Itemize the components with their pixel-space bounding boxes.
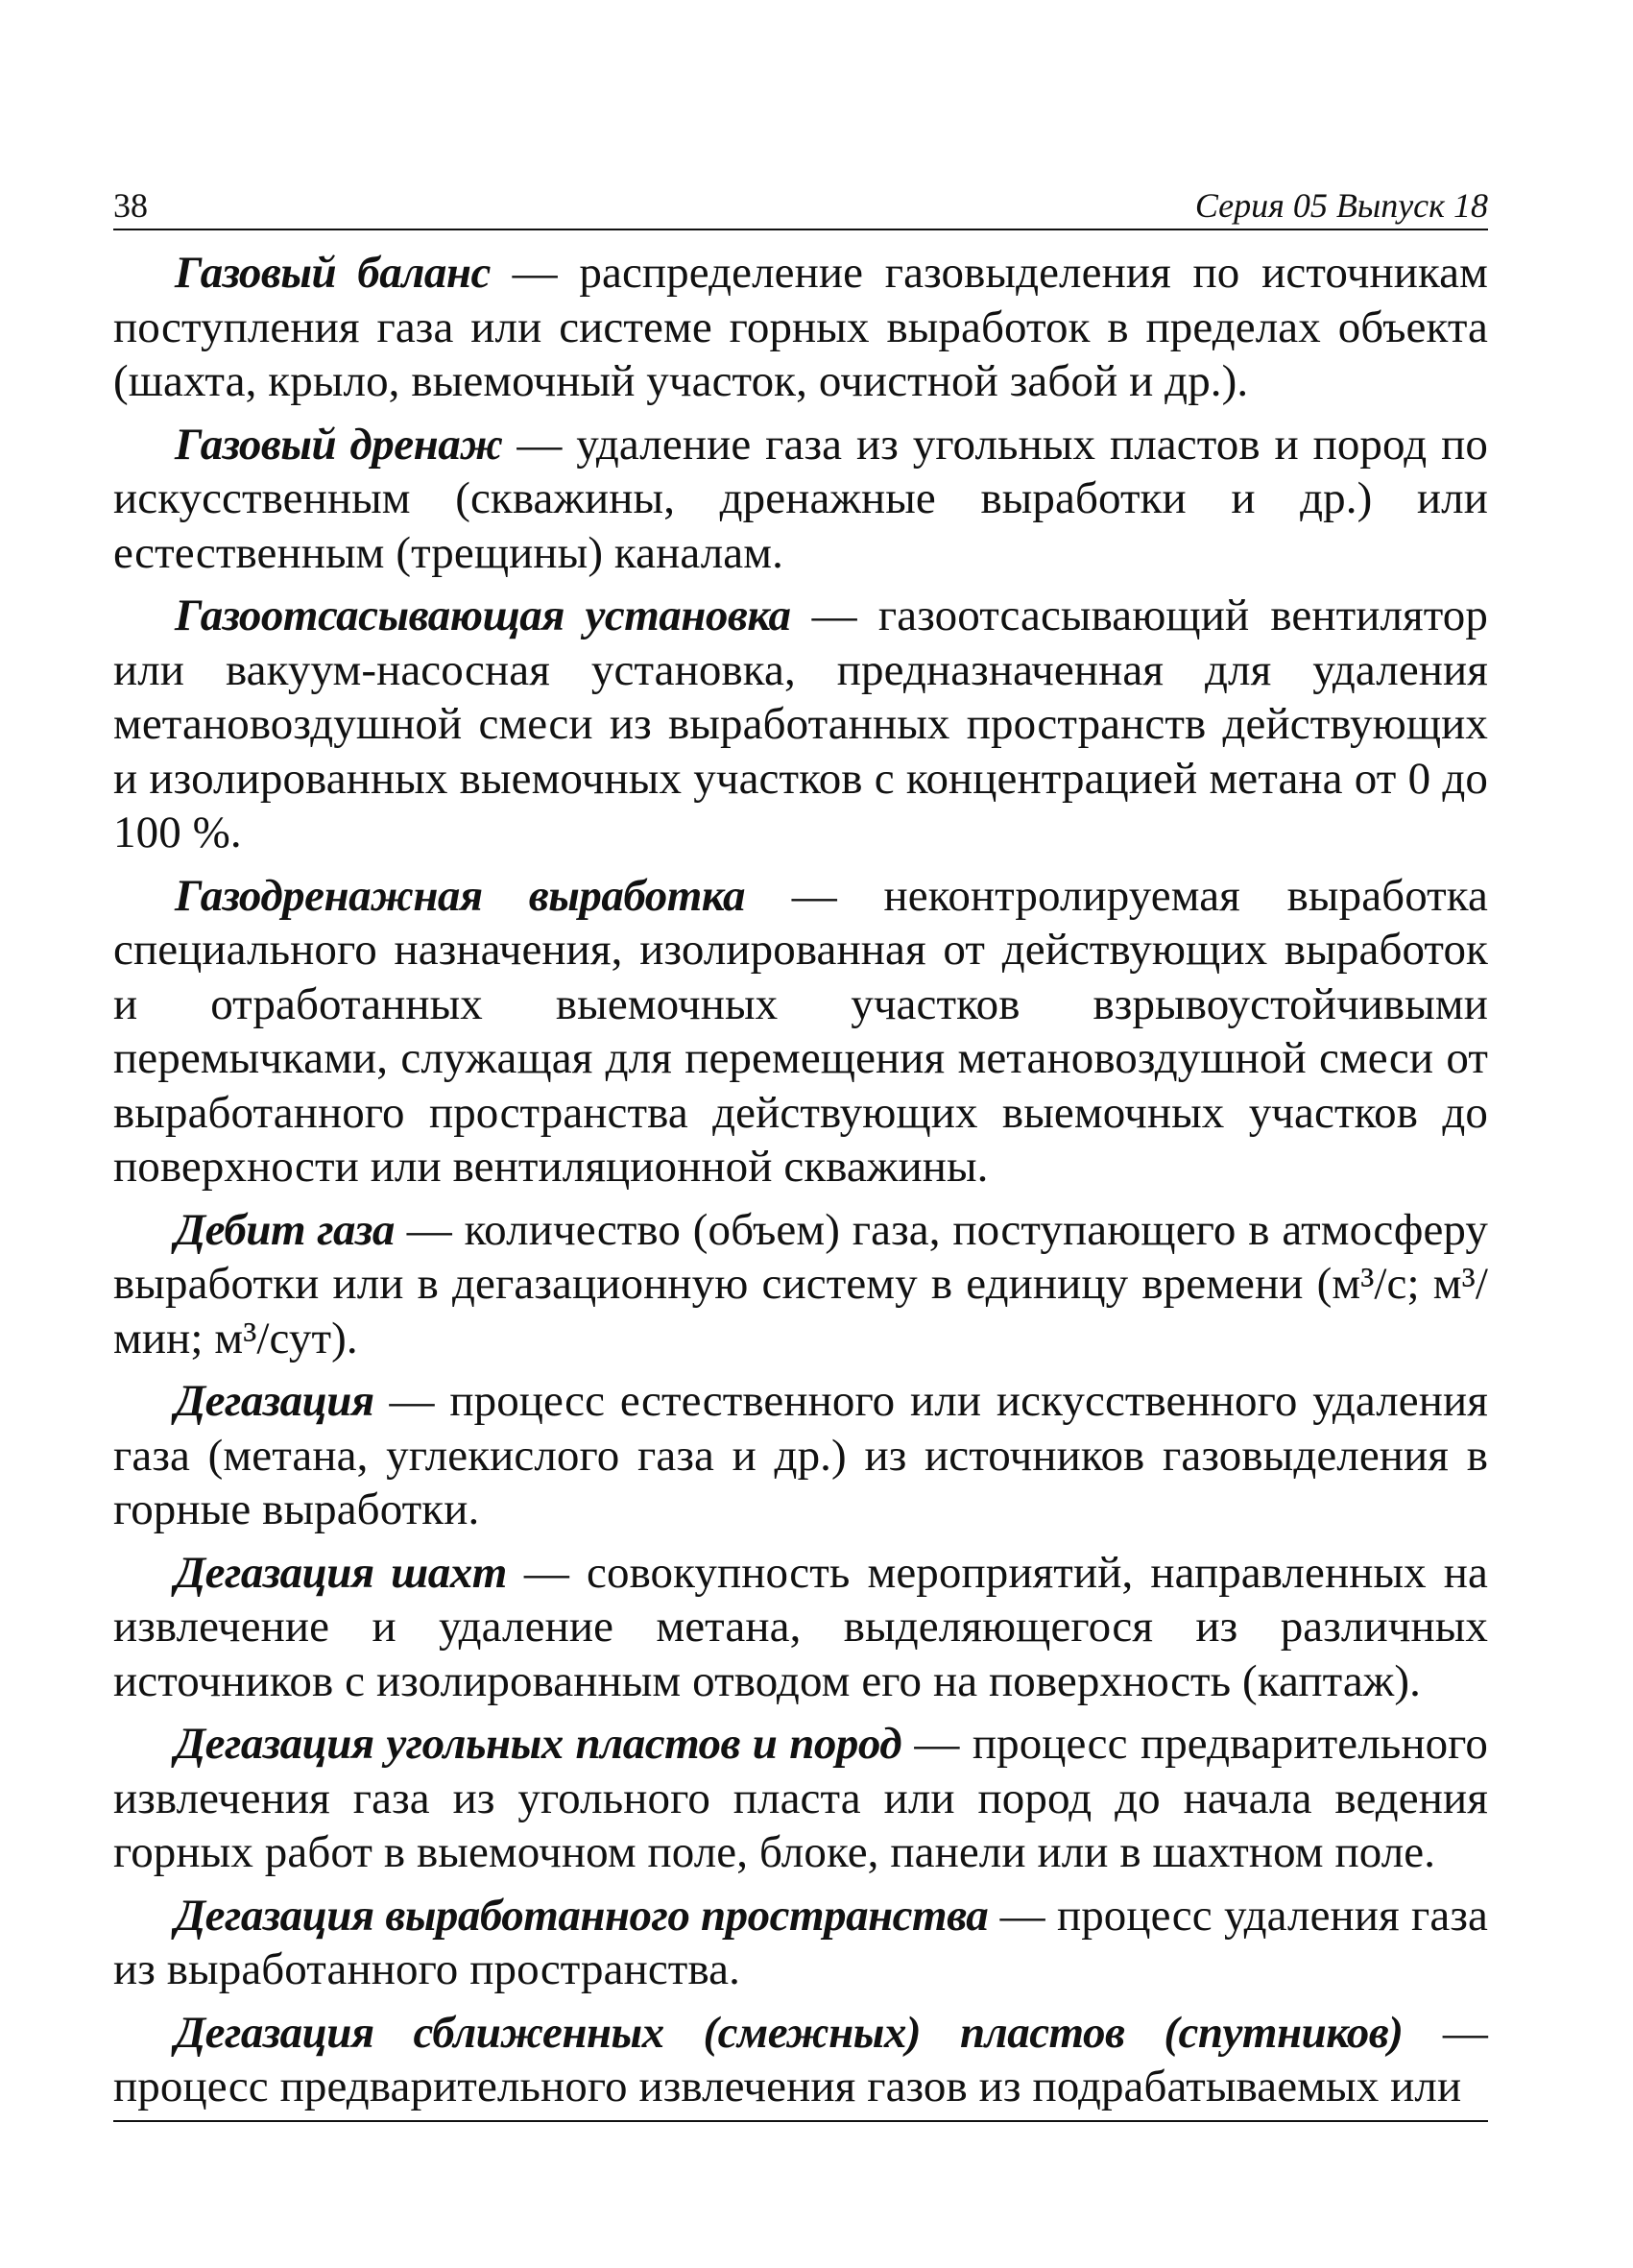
glossary-entry [113, 869, 1488, 1194]
glossary-entry [113, 589, 1488, 860]
glossary-body [113, 246, 1488, 2123]
entry-term: Дебит газа [175, 1204, 395, 1255]
entry-definition: — количество (объем) газа, поступающего в атмосферу выработки или в дегазационную систему в единицу времени (м³/с; м³/мин; м³/сут). [113, 1204, 1489, 1363]
entry-definition: — процесс естественного или искусственного удаления газа (метана, углекислого газа и др.) из источников газовыделения в горные выработки. [113, 1376, 1488, 1534]
glossary-entry [113, 2006, 1488, 2114]
footer-rule [113, 2120, 1488, 2122]
entry-term: Дегазация сближенных (смежных) пластов (спутников) [175, 2007, 1404, 2058]
entry-definition: — неконтролируемая выработка специального назначения, изолированная от действующих выработок и отработанных выемочных участков взрывоустойчивыми перемычками, служащая для перемещения метановоздушной смеси от выработанного пространства действующих выемочных участков до поверхности или вентиляционной скважины. [113, 870, 1488, 1192]
entry-term: Газовый баланс [175, 248, 491, 298]
entry-term: Газоотсасывающая установка [175, 591, 791, 640]
entry-definition: — распределение газовыделения по источникам поступления газа или системе горных выработок в пределах объекта (шахта, крыло, выемочный участок, очистной забой и др.). [113, 248, 1488, 406]
running-header [113, 182, 1488, 230]
glossary-entry [113, 1889, 1488, 1997]
glossary-entry [113, 1717, 1488, 1880]
entry-term: Дегазация шахт [175, 1547, 507, 1598]
glossary-entry [113, 1546, 1488, 1709]
entry-definition: — удаление газа из угольных пластов и пород по искусственным (скважины, дренажные выработки и др.) или естественным (трещины) каналам. [113, 419, 1488, 578]
glossary-entry [113, 418, 1488, 581]
entry-term: Газодренажная выработка [175, 870, 745, 921]
entry-term: Дегазация угольных пластов и пород [175, 1719, 902, 1769]
entry-definition: — совокупность мероприятий, направленных на извлечение и удаление метана, выделяющегося из различных источников с изолированным отводом его на поверхность (каптаж). [113, 1547, 1488, 1706]
glossary-entry [113, 1203, 1488, 1366]
entry-definition: — процесс предварительного извлечения газа из угольного пласта или пород до начала ведения горных работ в выемочном поле, блоке, панели или в шахтном поле. [113, 1719, 1488, 1877]
entry-term: Дегазация [175, 1376, 374, 1426]
page-number: 38 [113, 186, 148, 225]
entry-definition: — газоотсасывающий вентилятор или вакуум-насосная установка, предназначенная для удаления метановоздушной смеси из выработанных пространств действующих и изолированных выемочных участков с концентрацией метана от 0 до 100 %. [113, 591, 1488, 857]
entry-term: Газовый дренаж [175, 419, 503, 470]
glossary-entry [113, 246, 1488, 409]
entry-term: Дегазация выработанного пространства [175, 1890, 989, 1941]
entry-definition: — процесс предварительного извлечения газов из подрабатываемых или [113, 2007, 1488, 2111]
series-title: Серия 05 Выпуск 18 [1194, 186, 1488, 225]
entry-definition: — процесс удаления газа из выработанного пространства. [113, 1890, 1488, 1994]
glossary-entry [113, 1374, 1488, 1537]
